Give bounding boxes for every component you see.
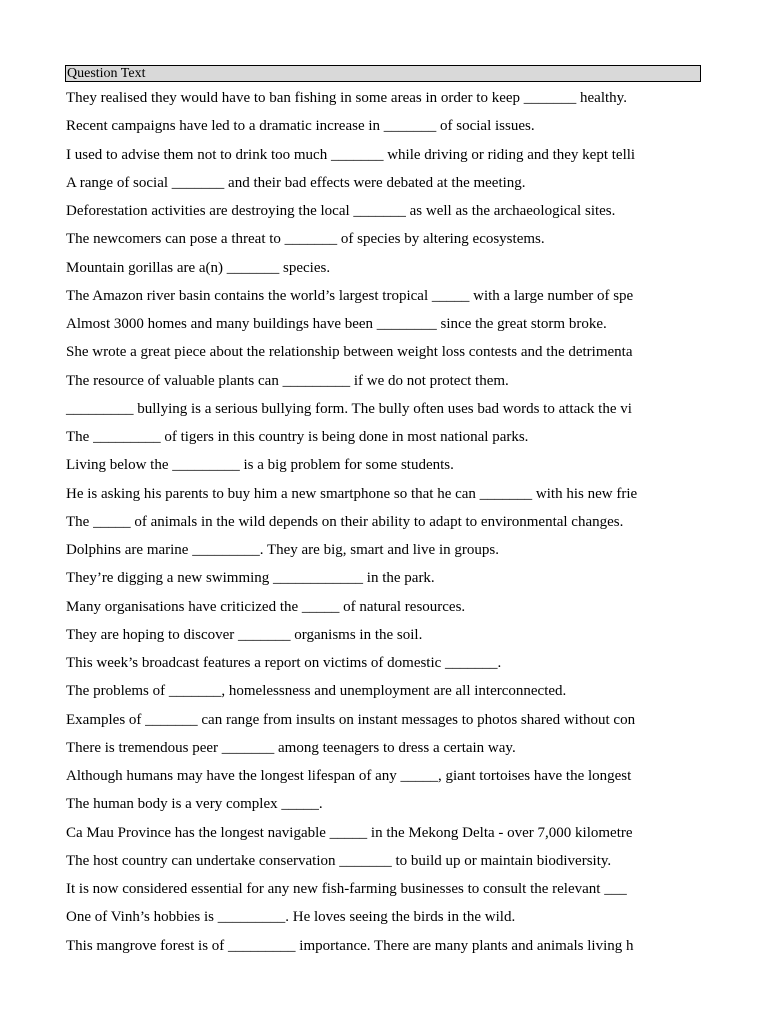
question-row: The newcomers can pose a threat to _______ of species by altering ecosystems.	[66, 231, 545, 248]
question-row: Living below the _________ is a big problem for some students.	[66, 457, 454, 474]
question-row: The host country can undertake conservation _______ to build up or maintain biodiversity.	[66, 852, 612, 869]
question-row: The _________ of tigers in this country is being done in most national parks.	[66, 429, 529, 445]
question-row: Recent campaigns have led to a dramatic increase in _______ of social issues.	[66, 118, 535, 135]
question-row: Many organisations have criticized the _____ of natural resources.	[66, 598, 466, 615]
question-row: The problems of _______, homelessness and unemployment are all interconnected.	[66, 683, 567, 700]
question-row: Mountain gorillas are a(n) _______ species.	[66, 259, 331, 276]
question-row: A range of social _______ and their bad effects were debated at the meeting.	[66, 174, 526, 191]
question-row: She wrote a great piece about the relationship between weight loss contests and the detrimenta	[66, 344, 633, 361]
question-row: Dolphins are marine _________. They are big, smart and live in groups.	[66, 542, 499, 558]
question-row: This mangrove forest is of _________ importance. There are many plants and animals living h	[66, 937, 634, 954]
question-row: He is asking his parents to buy him a new smartphone so that he can _______ with his new frie	[66, 485, 638, 502]
question-row: Examples of _______ can range from insults on instant messages to photos shared without con	[66, 711, 636, 728]
question-row: There is tremendous peer _______ among teenagers to dress a certain way.	[66, 739, 516, 756]
question-row: Although humans may have the longest lifespan of any _____, giant tortoises have the longest	[66, 768, 632, 784]
question-row: Ca Mau Province has the longest navigable _____ in the Mekong Delta - over 7,000 kilometre	[66, 824, 633, 841]
question-row: They realised they would have to ban fishing in some areas in order to keep _______ healthy.	[66, 90, 627, 106]
question-row: One of Vinh’s hobbies is _________. He loves seeing the birds in the wild.	[66, 909, 516, 926]
question-row: This week’s broadcast features a report on victims of domestic _______.	[66, 655, 502, 671]
question-row: Almost 3000 homes and many buildings have been ________ since the great storm broke.	[66, 316, 607, 332]
question-row: The human body is a very complex _____.	[66, 796, 323, 813]
question-row: The _____ of animals in the wild depends on their ability to adapt to environmental changes.	[66, 513, 624, 530]
question-table	[65, 65, 701, 960]
question-row: The Amazon river basin contains the world’s largest tropical _____ with a large number of spe	[66, 287, 634, 304]
question-list	[65, 84, 701, 960]
question-row: They are hoping to discover _______ organisms in the soil.	[66, 626, 423, 643]
question-row: _________ bullying is a serious bullying form. The bully often uses bad words to attack the vi	[66, 400, 632, 417]
column-header: Question Text	[65, 65, 701, 82]
question-row: The resource of valuable plants can _________ if we do not protect them.	[66, 372, 509, 389]
question-row: Deforestation activities are destroying the local _______ as well as the archaeological sites.	[66, 203, 616, 219]
question-row: I used to advise them not to drink too much _______ while driving or riding and they kept telli	[66, 146, 636, 163]
question-row: It is now considered essential for any new fish-farming businesses to consult the relevant ___	[66, 881, 627, 897]
question-row: They’re digging a new swimming ____________ in the park.	[66, 570, 435, 587]
